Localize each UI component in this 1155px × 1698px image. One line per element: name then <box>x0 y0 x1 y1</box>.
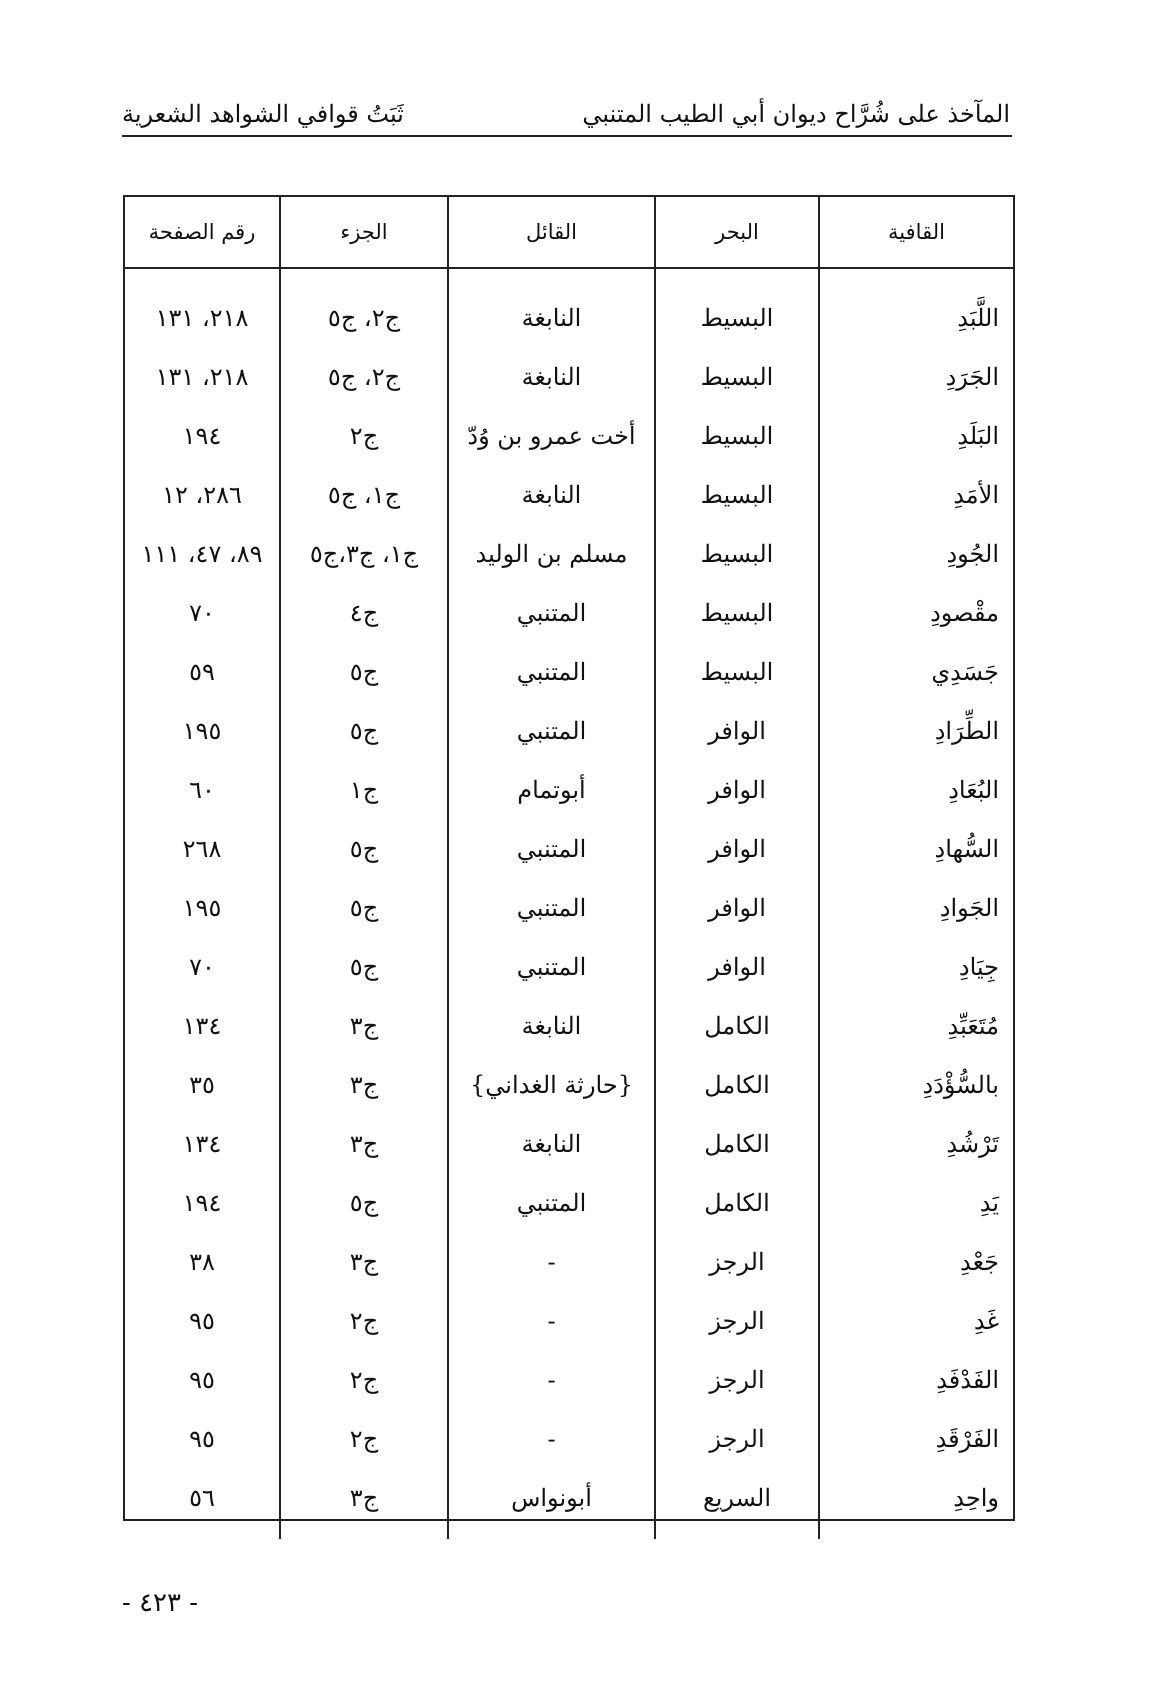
cell-page: ٢٦٨ <box>182 834 222 863</box>
cell-juz: ج٢ <box>280 406 448 465</box>
cell-page: ١٩٤ <box>182 1188 222 1217</box>
cell-qaail: النابغة <box>448 996 655 1055</box>
cell-qaail: - <box>448 1291 655 1350</box>
table-row <box>125 996 1013 1055</box>
col-header-bahr: البحر <box>655 197 819 268</box>
cell-qaail: مسلم بن الوليد <box>448 524 655 583</box>
cell-page: ٣٥ <box>189 1070 215 1099</box>
cell-juz: ج٥ <box>280 701 448 760</box>
filler-cell <box>448 1527 655 1539</box>
table-row <box>125 524 1013 583</box>
cell-qaail: النابغة <box>448 268 655 347</box>
cell-qaail: المتنبي <box>448 642 655 701</box>
cell-bahr: البسيط <box>655 347 819 406</box>
table-row <box>125 1468 1013 1527</box>
cell-page: ١٩٤ <box>182 421 222 450</box>
col-header-qafiya: القافية <box>819 197 1013 268</box>
cell-qafiya: الفَرْقَدِ <box>819 1409 1013 1468</box>
col-header-page: رقم الصفحة <box>125 197 280 268</box>
cell-qafiya: البَلَدِ <box>819 406 1013 465</box>
cell-juz: ج٢، ج٥ <box>280 268 448 347</box>
cell-juz: ج٥ <box>280 642 448 701</box>
table-row <box>125 1350 1013 1409</box>
cell-bahr: الرجز <box>655 1232 819 1291</box>
cell-qaail: المتنبي <box>448 701 655 760</box>
cell-juz: ج٣ <box>280 1055 448 1114</box>
cell-page: ١٩٥ <box>182 893 222 922</box>
cell-juz: ج٥ <box>280 937 448 996</box>
cell-qafiya: الجُودِ <box>819 524 1013 583</box>
cell-bahr: الوافر <box>655 760 819 819</box>
cell-page: ١٣٤ <box>182 1129 222 1158</box>
table-row <box>125 701 1013 760</box>
cell-qaail: أبوتمام <box>448 760 655 819</box>
col-header-juz: الجزء <box>280 197 448 268</box>
cell-page: ٢١٨، ١٣١ <box>155 362 249 391</box>
table-row <box>125 1232 1013 1291</box>
cell-juz: ج٣ <box>280 1468 448 1527</box>
cell-qaail: المتنبي <box>448 878 655 937</box>
table-header-row <box>125 197 1013 268</box>
cell-page: ٧٠ <box>189 952 215 981</box>
cell-juz: ج٢ <box>280 1291 448 1350</box>
cell-juz: ج٥ <box>280 819 448 878</box>
cell-bahr: الكامل <box>655 1173 819 1232</box>
cell-qafiya: يَدِ <box>819 1173 1013 1232</box>
cell-qafiya: الجَرَدِ <box>819 347 1013 406</box>
cell-qafiya: جِيَادِ <box>819 937 1013 996</box>
cell-bahr: البسيط <box>655 406 819 465</box>
cell-juz: ج٤ <box>280 583 448 642</box>
cell-qafiya: بالسُّؤْدَدِ <box>819 1055 1013 1114</box>
cell-bahr: الوافر <box>655 937 819 996</box>
cell-qafiya: الفَدْفَدِ <box>819 1350 1013 1409</box>
cell-qaail: النابغة <box>448 465 655 524</box>
cell-juz: ج٥ <box>280 1173 448 1232</box>
cell-bahr: البسيط <box>655 642 819 701</box>
cell-qaail: - <box>448 1232 655 1291</box>
table-row <box>125 760 1013 819</box>
cell-bahr: الكامل <box>655 1055 819 1114</box>
cell-qafiya: جَسَدِي <box>819 642 1013 701</box>
cell-qaail: النابغة <box>448 347 655 406</box>
filler-cell <box>125 1527 280 1539</box>
cell-page: ٦٠ <box>189 775 215 804</box>
cell-qaail: المتنبي <box>448 937 655 996</box>
col-header-qaail: القائل <box>448 197 655 268</box>
cell-qafiya: تَرْشُدِ <box>819 1114 1013 1173</box>
cell-qafiya: مُتَعَبِّدِ <box>819 996 1013 1055</box>
cell-page: ٢٨٦، ١٢ <box>162 480 242 509</box>
cell-qafiya: الأمَدِ <box>819 465 1013 524</box>
cell-bahr: السريع <box>655 1468 819 1527</box>
cell-qafiya: الجَوادِ <box>819 878 1013 937</box>
cell-bahr: الوافر <box>655 819 819 878</box>
rhymes-table-frame <box>123 195 1015 1521</box>
table-row <box>125 1055 1013 1114</box>
cell-page: ٨٩، ٤٧، ١١١ <box>141 539 263 568</box>
cell-bahr: الكامل <box>655 1114 819 1173</box>
table-row <box>125 268 1013 347</box>
cell-page: ٧٠ <box>189 598 215 627</box>
cell-bahr: الوافر <box>655 701 819 760</box>
cell-qaail: - <box>448 1409 655 1468</box>
cell-qafiya: واحِدِ <box>819 1468 1013 1527</box>
cell-qafiya: غَدِ <box>819 1291 1013 1350</box>
cell-bahr: البسيط <box>655 583 819 642</box>
table-row <box>125 878 1013 937</box>
table-row <box>125 406 1013 465</box>
cell-juz: ج٢، ج٥ <box>280 347 448 406</box>
running-header <box>122 96 1010 132</box>
rhymes-table <box>125 197 1013 1539</box>
cell-page: ٩٥ <box>189 1365 215 1394</box>
table-filler-row <box>125 1527 1013 1539</box>
filler-cell <box>280 1527 448 1539</box>
cell-page: ٥٩ <box>189 657 215 686</box>
table-row <box>125 465 1013 524</box>
cell-juz: ج١ <box>280 760 448 819</box>
table-row <box>125 1291 1013 1350</box>
header-divider <box>122 135 1012 137</box>
cell-qafiya: البُعَادِ <box>819 760 1013 819</box>
table-row <box>125 1173 1013 1232</box>
table-row <box>125 1114 1013 1173</box>
cell-qaail: المتنبي <box>448 819 655 878</box>
cell-page: ٣٨ <box>189 1247 215 1276</box>
table-row <box>125 937 1013 996</box>
cell-qafiya: السُّهادِ <box>819 819 1013 878</box>
cell-qaail: المتنبي <box>448 1173 655 1232</box>
table-row <box>125 1409 1013 1468</box>
cell-bahr: البسيط <box>655 465 819 524</box>
cell-bahr: الوافر <box>655 878 819 937</box>
filler-cell <box>655 1527 819 1539</box>
cell-qaail: المتنبي <box>448 583 655 642</box>
cell-qafiya: اللَّبَدِ <box>819 268 1013 347</box>
cell-qaail: النابغة <box>448 1114 655 1173</box>
cell-bahr: البسيط <box>655 524 819 583</box>
cell-bahr: الكامل <box>655 996 819 1055</box>
table-row <box>125 347 1013 406</box>
cell-juz: ج٥ <box>280 878 448 937</box>
cell-page: ١٣٤ <box>182 1011 222 1040</box>
cell-qaail: - <box>448 1350 655 1409</box>
cell-juz: ج١، ج٥ <box>280 465 448 524</box>
cell-page: ٢١٨، ١٣١ <box>155 303 249 332</box>
cell-page: ٩٥ <box>189 1306 215 1335</box>
cell-juz: ج٢ <box>280 1350 448 1409</box>
table-row <box>125 583 1013 642</box>
header-book-title: المآخذ على شُرَّاح ديوان أبي الطيب المتنبي <box>582 100 1010 128</box>
cell-juz: ج٢ <box>280 1409 448 1468</box>
cell-bahr: الرجز <box>655 1350 819 1409</box>
page-number: - ٤٢٣ - <box>122 1588 199 1618</box>
cell-bahr: البسيط <box>655 268 819 347</box>
cell-qaail: {حارثة الغداني} <box>448 1055 655 1114</box>
cell-qaail: أخت عمرو بن وُدّ <box>448 406 655 465</box>
cell-juz: ج٣ <box>280 1114 448 1173</box>
cell-qafiya: مقْصودِ <box>819 583 1013 642</box>
cell-qaail: أبونواس <box>448 1468 655 1527</box>
cell-qafiya: الطِّرَادِ <box>819 701 1013 760</box>
header-section-title: ثَبَتُ قوافي الشواهد الشعرية <box>122 100 404 128</box>
filler-cell <box>819 1527 1013 1539</box>
cell-page: ٥٦ <box>189 1483 215 1512</box>
cell-juz: ج١، ج٣،ج٥ <box>280 524 448 583</box>
cell-bahr: الرجز <box>655 1291 819 1350</box>
cell-qafiya: جَعْدِ <box>819 1232 1013 1291</box>
cell-bahr: الرجز <box>655 1409 819 1468</box>
cell-juz: ج٣ <box>280 996 448 1055</box>
cell-juz: ج٣ <box>280 1232 448 1291</box>
cell-page: ٩٥ <box>189 1424 215 1453</box>
table-row <box>125 819 1013 878</box>
cell-page: ١٩٥ <box>182 716 222 745</box>
table-row <box>125 642 1013 701</box>
